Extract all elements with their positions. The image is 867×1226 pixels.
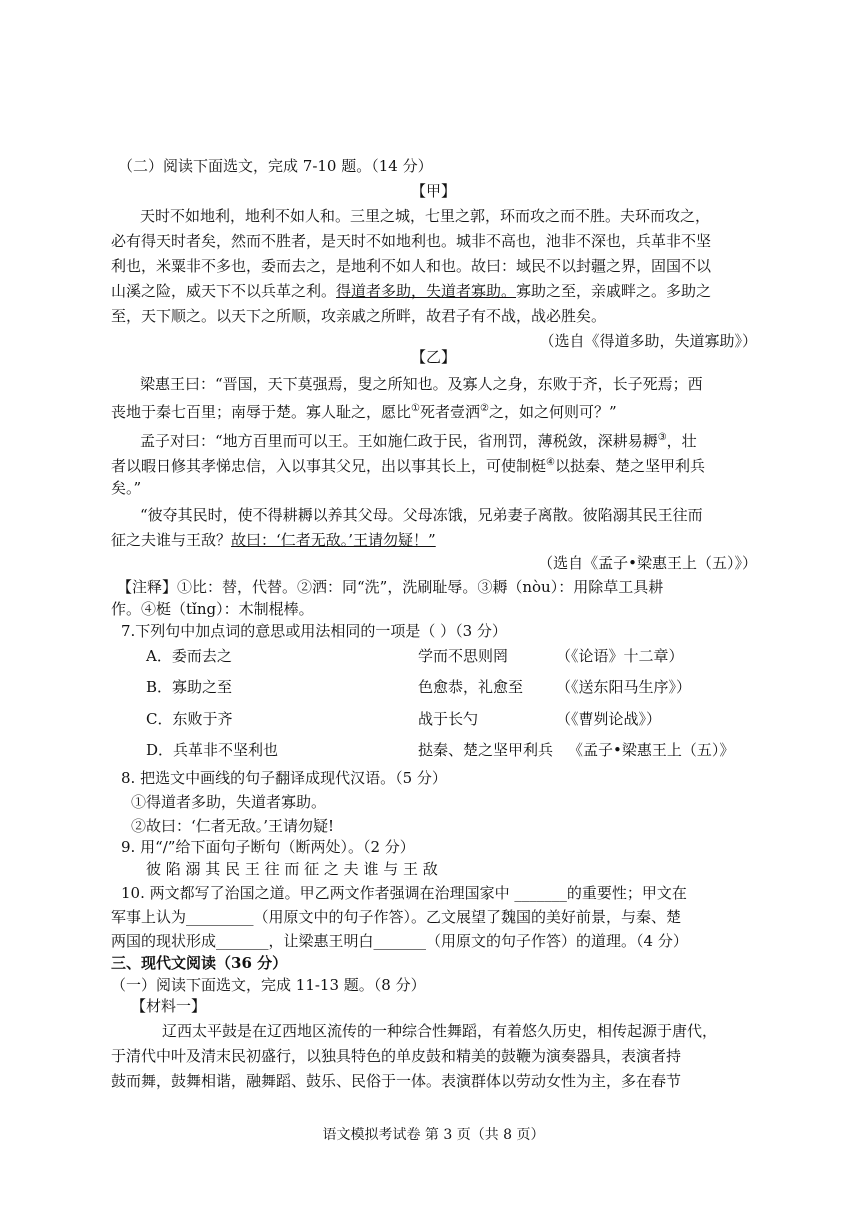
q7-option-source: （《送东阳马生序》） — [556, 678, 692, 696]
q7-option-source: （《曹刿论战》） — [556, 710, 662, 728]
note-marker: ③ — [657, 432, 667, 443]
passage-yi-text: 之，如之何则可？” — [488, 403, 617, 421]
passage-yi-text: 丧地于秦七百里；南辱于楚。寡人耻之，愿比 — [111, 403, 412, 421]
material-title: 【材料一】 — [131, 997, 207, 1015]
passage-yi-line: “彼夺其民时，使不得耕耨以养其父母。父母冻饿，兄弟妻子离散。彼陷溺其民王往而 — [140, 506, 703, 524]
passage-jia-text: 寡助之至，亲戚畔之。多助之 — [516, 282, 712, 300]
underlined-sentence: 故曰：‘仁者无敌。’王请勿疑！” — [231, 531, 436, 549]
material-line: 鼓而舞，鼓舞相谐，融舞蹈、鼓乐、民俗于一体。表演群体以劳动女性为主，多在春节 — [111, 1072, 682, 1090]
question-10-line — [111, 931, 688, 951]
note-marker: ④ — [546, 457, 555, 468]
notes-line: 【注释】①比：替，代替。②洒：同“洗”，洗刷耻辱。③耨（nòu）：用除草工具耕 — [117, 578, 664, 596]
passage-yi-text: ，壮 — [666, 432, 697, 450]
passage-yi-source: （选自《孟子•梁惠王上（五）》） — [538, 554, 757, 572]
passage-yi-text: 死者壹洒 — [419, 403, 480, 421]
q7-option-pair: 学而不思则罔 — [418, 647, 509, 665]
q7-option-pair: 战于长勺 — [418, 710, 479, 728]
material-line: 辽西太平鼓是在辽西地区流传的一种综合性舞蹈，有着悠久历史，相传起源于唐代， — [162, 1022, 718, 1040]
sub-section-heading: （一）阅读下面选文，完成 11-13 题。（8 分） — [111, 976, 426, 994]
q10-text: （用原文的句子作答）的道理。（4 分） — [426, 932, 688, 950]
q10-text: 两国的现状形成 — [111, 932, 217, 950]
q7-option-label: D．兵革非不坚利也 — [146, 741, 279, 759]
underlined-sentence: 得道者多助，失道者寡助。 — [336, 282, 517, 300]
passage-yi-line — [111, 530, 436, 550]
q7-option-pair: 挞秦、楚之坚甲利兵 — [418, 741, 554, 759]
q10-text: 10. 两文都写了治国之道。甲乙两文作者强调在治理国家中 — [121, 884, 510, 902]
question-10-line — [111, 907, 681, 927]
section-heading: 三、现代文阅读（36 分） — [111, 954, 288, 972]
passage-jia-line: 至，天下顺之。以天下之所顺，攻亲戚之所畔，故君子有不战，战必胜矣。 — [111, 307, 607, 325]
question-9-stem: 9. 用“/”给下面句子断句（断两处）。（2 分） — [121, 838, 415, 856]
passage-jia-title: 【甲】 — [410, 182, 456, 200]
passage-jia-line: 天时不如地利，地利不如人和。三里之城，七里之郭，环而攻之而不胜。夫环而攻之， — [140, 207, 711, 225]
q7-option-label: C．东败于齐 — [146, 710, 233, 728]
passage-yi-line: 矣。” — [111, 479, 142, 497]
passage-yi-line — [140, 428, 697, 451]
section-heading: （二）阅读下面选文，完成 7-10 题。（14 分） — [118, 157, 433, 175]
passage-yi-line — [111, 453, 705, 476]
q7-option-source: （《论语》十二章） — [556, 647, 684, 665]
q10-text: （用原文中的句子作答）。乙文展望了魏国的美好前景，与秦、楚 — [253, 908, 682, 926]
question-8-stem: 8. 把选文中画线的句子翻译成现代汉语。（5 分） — [121, 769, 447, 787]
answer-blank[interactable]: _______ — [514, 884, 567, 902]
q10-text: 军事上认为 — [111, 908, 187, 926]
passage-yi-text: 孟子对曰：“地方百里而可以王。王如施仁政于民，省刑罚，薄税敛，深耕易耨 — [140, 432, 658, 450]
q7-option-source: 《孟子•梁惠王上（五）》 — [568, 741, 735, 759]
passage-yi-title: 【乙】 — [410, 348, 456, 366]
note-marker: ② — [480, 403, 489, 414]
passage-jia-line: 必有得天时者矣，然而不胜者，是天时不如地利也。城非不高也，池非不深也，兵革非不坚 — [111, 232, 712, 250]
page-footer: 语文模拟考试卷 第 3 页（共 8 页） — [322, 1127, 545, 1143]
q10-text: ，让梁惠王明白 — [268, 932, 374, 950]
q9-sentence: 彼 陷 溺 其 民 王 往 而 征 之 夫 谁 与 王 敌 — [146, 860, 438, 878]
q8-item: ②故曰：‘仁者无敌。’王请勿疑! — [131, 817, 335, 835]
question-10-line — [121, 883, 687, 903]
answer-blank[interactable]: _______ — [373, 932, 427, 950]
passage-yi-text: 者以暇日修其孝悌忠信，入以事其父兄，出以事其长上，可使制梃 — [111, 457, 547, 475]
passage-yi-line — [111, 399, 617, 422]
question-7-stem: 7.下列句中加点词的意思或用法相同的一项是（ ）（3 分） — [121, 622, 507, 640]
q10-text: 的重要性；甲文在 — [566, 884, 687, 902]
q7-option-label: B．寡助之至 — [146, 678, 233, 696]
answer-blank[interactable]: _________ — [186, 908, 254, 926]
q8-item: ①得道者多助，失道者寡助。 — [131, 793, 327, 811]
passage-yi-text: 以挞秦、楚之坚甲利兵 — [554, 457, 705, 475]
passage-jia-line: 利也，米粟非不多也，委而去之，是地利不如人和也。故曰：域民不以封疆之界，固国不以 — [111, 257, 712, 275]
notes-line: 作。④梃（tǐng）：木制棍棒。 — [111, 600, 314, 618]
q7-option-pair: 色愈恭，礼愈至 — [418, 678, 524, 696]
answer-blank[interactable]: _______ — [216, 932, 269, 950]
note-marker: ① — [411, 403, 420, 414]
material-line: 于清代中叶及清末民初盛行，以独具特色的单皮鼓和精美的鼓鞭为演奏器具，表演者持 — [111, 1047, 682, 1065]
passage-jia-source: （选自《得道多助，失道寡助》） — [539, 332, 757, 350]
passage-jia-text: 山溪之险，威天下不以兵革之利。 — [111, 282, 337, 300]
passage-yi-text: 征之夫谁与王敌？ — [111, 531, 232, 549]
passage-yi-line: 梁惠王曰：“晋国，天下莫强焉，叟之所知也。及寡人之身，东败于齐，长子死焉；西 — [140, 375, 703, 393]
passage-jia-line — [111, 281, 711, 301]
q7-option-label: A．委而去之 — [146, 647, 232, 665]
